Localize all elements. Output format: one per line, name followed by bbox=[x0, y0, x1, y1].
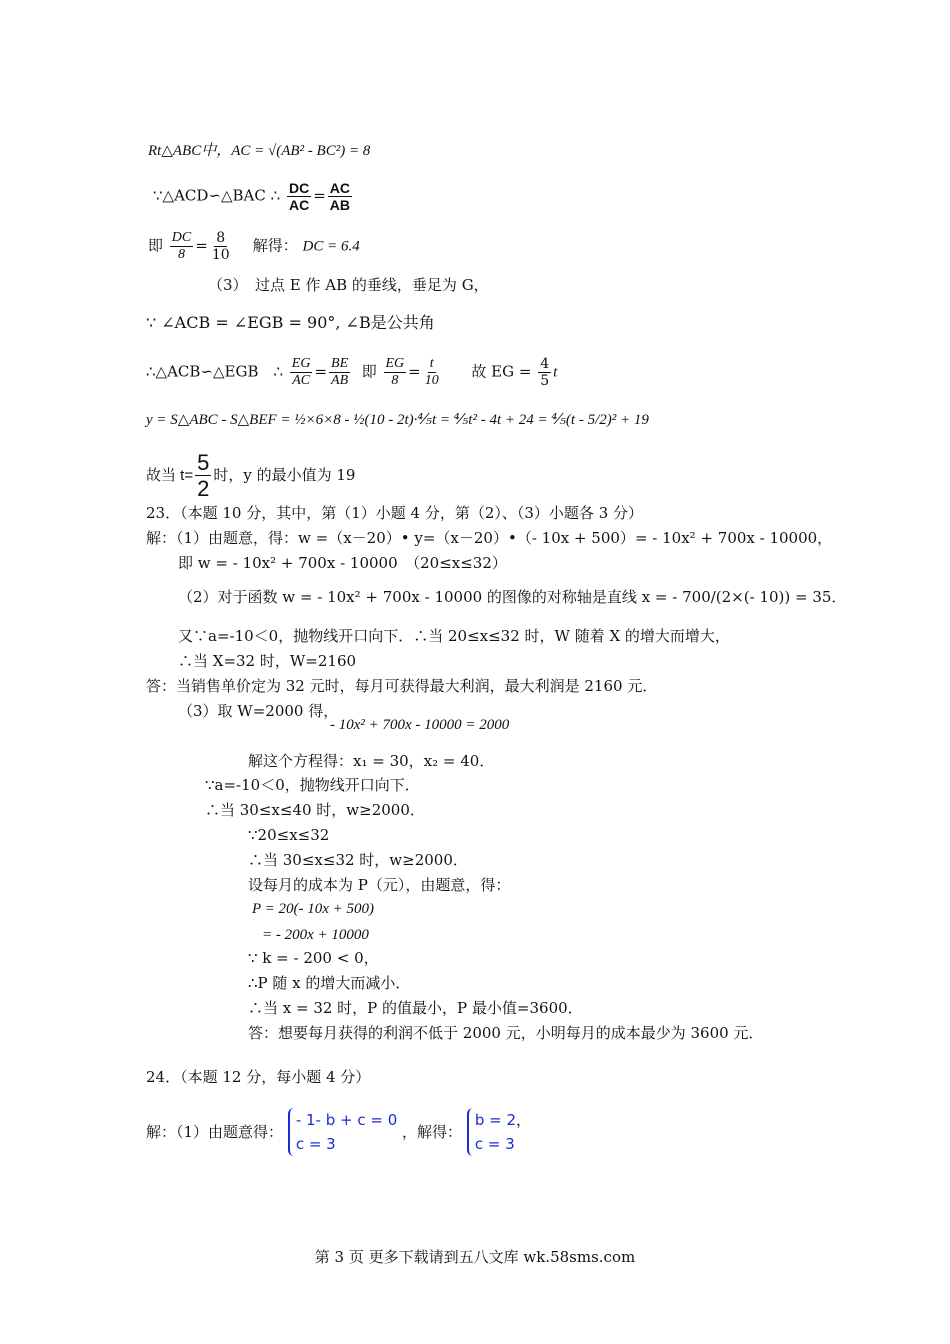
q23-step-1: 解：（1）由题意，得：w =（x－20）• y=（x－20）•（- 10x + 500）= - 10x² + 700x - 10000， bbox=[146, 529, 833, 547]
system1-eq2: c = 3 bbox=[295, 1135, 336, 1153]
eg-result: 故 EG = bbox=[471, 362, 532, 381]
min-value-text: 时，y 的最小值为 19 bbox=[213, 465, 356, 484]
fraction-be-ab: $\frac{BE}{AB}$ bbox=[331, 356, 349, 389]
q23-step-18: ∴P 随 x 的增大而减小． bbox=[248, 974, 411, 992]
line-part3-intro: （3） 过点 E 作 AB 的垂线，垂足为 G， bbox=[208, 276, 489, 294]
fraction-t-10: $\frac{t}{10}$ bbox=[424, 356, 439, 389]
page-footer: 第 3 页 更多下载请到五八文库 wk.58sms.com bbox=[314, 1248, 636, 1266]
q24-intro: 解：（1）由题意得： bbox=[146, 1123, 284, 1141]
line-similar-acd-bac: ∵△ACD∽△BAC ∴ $\frac{DC}{AC}$ = $\frac{AC}{AB}$ bbox=[153, 180, 350, 214]
system-equations-1 bbox=[288, 1108, 397, 1156]
q23-step-13: ∴当 30≤x≤32 时，w≥2000． bbox=[248, 851, 468, 869]
fraction-5-2: $\frac{5}{2}$ bbox=[197, 450, 210, 502]
q23-step-16: = - 200x + 10000 bbox=[262, 927, 369, 943]
fraction-8-10: $\frac{8}{10}$ bbox=[211, 230, 230, 264]
q23-step-11: ∴当 30≤x≤40 时，w≥2000． bbox=[205, 801, 425, 819]
min-when-label: 故当 t= bbox=[146, 466, 194, 484]
q23-step-7: （3）取 W=2000 得， bbox=[178, 702, 339, 720]
q24-solution-line bbox=[146, 1108, 531, 1156]
ji-label: 即 bbox=[148, 236, 164, 255]
system-equations-2: b = 2， c = 3 bbox=[467, 1108, 531, 1156]
ji-label-2: 即 bbox=[361, 362, 377, 381]
q23-step-4: 又∵a=-10＜0，抛物线开口向下．∴当 20≤x≤32 时，W 随着 X 的增大而增大， bbox=[178, 627, 730, 645]
line-angle-equal: ∵ ∠ACB = ∠EGB = 90°, ∠B是公共角 bbox=[146, 313, 435, 332]
q23-step-5: ∴当 X=32 时，W=2160 bbox=[178, 652, 357, 670]
line-dc-solve: 即 $\frac{DC}{8}$ = $\frac{8}{10}$ 解得： DC = 6.4 bbox=[148, 230, 360, 264]
q23-step-2: 即 w = - 10x² + 700x - 10000 （20≤x≤32） bbox=[178, 554, 507, 572]
fraction-ac-ab: $\frac{AC}{AB}$ bbox=[329, 180, 350, 214]
q23-answer-2: 答：当销售单价定为 32 元时，每月可获得最大利润，最大利润是 2160 元． bbox=[146, 677, 658, 695]
q23-step-14: 设每月的成本为 P（元），由题意，得： bbox=[248, 876, 511, 894]
line-similar-acb-egb: ∴△ACB∽△EGB ∴ $\frac{EG}{AC}$ = $\frac{BE}{AB}$ 即 $\frac{EG}{8}$ = $\frac{t}{10}$ 故 EG = $\frac{4}{5}$ t bbox=[146, 356, 558, 390]
fraction-4-5: $\frac{4}{5}$ bbox=[540, 356, 550, 390]
fraction-dc-ac: $\frac{DC}{AC}$ bbox=[288, 180, 310, 214]
line-y-expression: y = S△ABC - S△BEF = ½×6×8 - ½(10 - 2t)·⅘t = ⅘t² - 4t + 24 = ⅘(t - 5/2)² + 19 bbox=[146, 412, 649, 428]
fraction-eg-ac: $\frac{EG}{AC}$ bbox=[291, 356, 311, 389]
q23-step-12: ∵20≤x≤32 bbox=[248, 826, 330, 844]
system2-eq2: c = 3 bbox=[474, 1135, 515, 1153]
line-ac-length: Rt△ABC中，AC = √(AB² - BC²) = 8 bbox=[148, 143, 371, 159]
q23-step-10: ∵a=-10＜0，抛物线开口向下． bbox=[205, 776, 420, 794]
fraction-dc-8: $\frac{DC}{8}$ bbox=[171, 230, 192, 263]
jiede-label: 解得： bbox=[252, 236, 298, 255]
q23-step-15: P = 20(- 10x + 500) bbox=[252, 901, 375, 917]
question-24-heading: 24．（本题 12 分，每小题 4 分） bbox=[146, 1068, 371, 1086]
q24-solve-label: ，解得： bbox=[402, 1123, 463, 1141]
similar-acb-egb: ∴△ACB∽△EGB ∴ bbox=[146, 362, 284, 381]
q23-step-19: ∴当 x = 32 时，P 的值最小，P 最小值=3600． bbox=[248, 999, 583, 1017]
q23-step-3: （2）对于函数 w = - 10x² + 700x - 10000 的图像的对称轴是直线 x = - 700/(2×(- 10)) = 35． bbox=[178, 588, 847, 606]
system2-eq1: b = 2 bbox=[474, 1111, 517, 1129]
q23-answer-3: 答：想要每月获得的利润不低于 2000 元，小明每月的成本最少为 3600 元． bbox=[248, 1024, 764, 1042]
q23-step-17: ∵ k = - 200 < 0， bbox=[248, 949, 379, 967]
fraction-eg-8: $\frac{EG}{8}$ bbox=[385, 356, 405, 389]
dc-value: DC = 6.4 bbox=[302, 238, 360, 255]
q23-equation: - 10x² + 700x - 10000 = 2000 bbox=[330, 717, 510, 733]
line-min-y bbox=[146, 450, 355, 502]
q23-step-9: 解这个方程得：x₁ = 30，x₂ = 40． bbox=[248, 752, 495, 770]
question-23-heading: 23．（本题 10 分，其中，第（1）小题 4 分，第（2）、（3）小题各 3 分） bbox=[146, 504, 644, 522]
similar-statement: ∵△ACD∽△BAC ∴ bbox=[153, 186, 281, 205]
system1-eq1: - 1- b + c = 0 bbox=[295, 1111, 398, 1129]
